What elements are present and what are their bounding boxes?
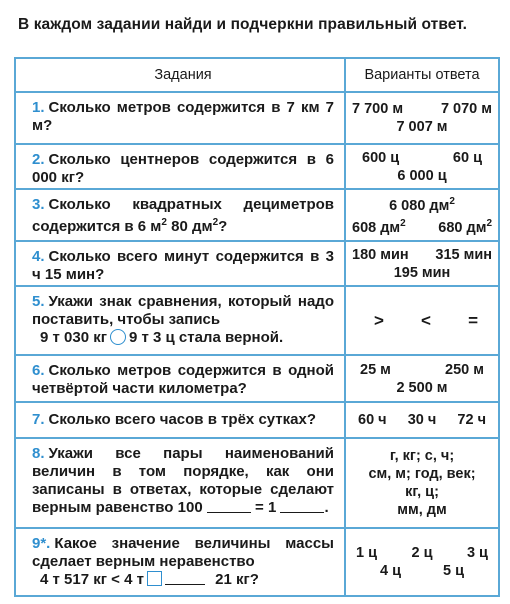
task-4-answers [346,242,498,285]
answer-option[interactable]: 680 $дм^2$ [438,218,492,236]
task-question: Какое значение величины массы сделает верным неравенство [32,535,334,570]
task-row-1 [16,91,498,143]
answer-option[interactable]: 2 500 м [396,379,448,396]
answer-option[interactable]: 250 м [445,361,484,378]
task-question: < 4 т [111,571,144,588]
task-row-5 [16,285,498,354]
task-number: 6. [32,362,45,379]
task-2-text [16,145,346,188]
task-question: Сколько всего часов в трёх сутках? [48,411,317,428]
task-question: Сколько метров содержится в одной четвёртой части километра? [32,362,334,397]
task-number: 7. [32,411,45,428]
task-row-3 [16,188,498,240]
task-question: Сколько квадратных дециметров содержится в 6 м [32,196,334,235]
answer-option[interactable]: = [468,310,478,330]
answer-option[interactable]: 6 080 $дм^2$ [389,196,455,214]
task-9-text [16,529,346,595]
answer-option[interactable]: см, м; год, век; [368,466,476,482]
answer-option[interactable]: 6 000 ц [397,167,447,184]
answer-option[interactable]: 60 ц [452,149,482,166]
answer-blank[interactable] [165,584,205,585]
task-question: Укажи знак сравнения, который надо поставить, чтобы запись [32,293,334,328]
task-1-answers [346,93,498,143]
task-question: Сколько центнеров содержится в 6 000 кг? [32,151,334,186]
answer-option[interactable]: 7 007 м [396,119,448,135]
task-number: 3. [32,196,45,213]
task-question: 1 [267,499,277,516]
answer-blank[interactable] [280,512,324,513]
task-9-answers [346,529,498,595]
task-3-text [16,190,346,240]
task-2-answers [346,145,498,188]
task-question: Сколько метров содержится в 7 км 7 м? [32,99,334,134]
answer-option[interactable]: 30 ч [407,412,437,428]
task-row-7 [16,401,498,437]
answer-option[interactable]: 608 $дм^2$ [352,218,406,236]
task-6-answers [346,356,498,401]
task-3-answers [346,190,498,240]
answer-option[interactable]: 195 мин [393,264,451,281]
header-answers: Варианты ответа [364,67,480,83]
superscript: 2 [212,217,219,228]
table-header [16,59,498,91]
task-4-text [16,242,346,285]
task-8-answers [346,439,498,527]
answer-option[interactable]: 7 070 м [440,101,492,117]
task-5-text [16,287,346,354]
task-row-8 [16,437,498,527]
task-8-text: 8. Укажи все пары наименований величин в том порядке, как они записаны в ответах, которые сделают верным равенство 100 = 1 . [16,439,346,527]
task-question: 9 т 030 кг [40,329,107,346]
tasks-table [14,57,500,597]
task-5-answers [346,287,498,354]
answer-option[interactable]: 7 700 м [352,101,404,117]
task-6-text [16,356,346,401]
task-question: Укажи все пары наименований величин в том порядке, как они записаны в ответах, которые сделают верным равенство 100 [32,445,334,516]
task-question: 4 т 517 кг [40,571,107,588]
task-number: 8. [32,445,45,462]
task-7-text [16,403,346,437]
answer-option[interactable]: 72 ч [457,412,486,428]
task-number: 4. [32,248,45,265]
answer-option[interactable]: 315 мин [435,246,492,263]
task-row-4 [16,240,498,285]
task-row-6 [16,354,498,401]
answer-option[interactable]: г, кг; с, ч; [389,448,455,464]
task-question: Сколько всего минут содержится в 3 ч 15 мин? [32,248,334,283]
answer-option[interactable]: кг, ц; [405,484,439,500]
answer-option[interactable]: 180 мин [352,246,409,263]
answer-option[interactable]: 2 ц [411,545,433,561]
answer-option[interactable]: 5 ц [442,563,464,579]
task-number: 2. [32,151,45,168]
answer-box[interactable] [147,571,162,586]
task-number: 9*. [32,535,51,552]
answer-option[interactable]: 4 ц [380,563,402,579]
task-question: 80 дм [166,218,213,235]
header-tasks: Задания [16,59,346,91]
answer-option[interactable]: 600 ц [362,149,400,166]
answer-option[interactable]: мм, дм [397,502,447,518]
task-question: 9 т 3 ц стала верной. [128,329,284,346]
task-7-answers [346,403,498,437]
task-row-2 [16,143,498,188]
answer-option[interactable]: 60 ч [358,412,387,428]
task-question: ? [218,218,228,235]
instruction-text: В каждом задании найди и подчеркни правильный ответ. [18,16,468,33]
task-row-9 [16,527,498,595]
answer-option[interactable]: 1 ц [356,545,378,561]
task-number: 5. [32,293,45,310]
task-question: = [255,499,264,516]
task-1-text [16,93,346,143]
answer-blank[interactable] [207,512,251,513]
answer-option[interactable]: < [421,310,431,330]
answer-option[interactable]: 25 м [360,361,391,378]
superscript: 2 [161,217,167,228]
answer-option[interactable]: 3 ц [466,545,488,561]
task-number: 1. [32,99,45,116]
task-question: 21 кг? [215,571,259,588]
answer-option[interactable]: > [374,310,384,330]
comparison-circle [110,329,126,345]
